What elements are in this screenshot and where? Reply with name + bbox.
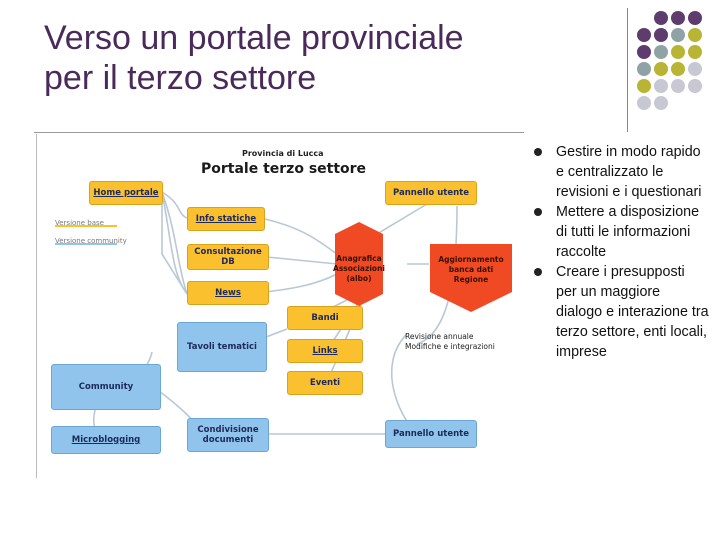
decorative-dot (671, 79, 685, 93)
home-portale-label: Home portale (93, 188, 159, 198)
bullet-item (534, 262, 709, 362)
bandi-label: Bandi (311, 313, 339, 323)
decorative-dot (637, 28, 651, 42)
info-statiche-label: Info statiche (195, 214, 257, 224)
community-label: Community (78, 382, 134, 392)
title-line-1: Verso un portale provinciale (44, 19, 464, 57)
aggiornamento-box (431, 250, 511, 290)
tavoli-tematici-box (177, 322, 267, 372)
bullet-dot-icon (534, 148, 542, 156)
diagram-header: Provincia di Lucca (242, 149, 324, 158)
news-label: News (215, 288, 241, 298)
microblogging-box (51, 426, 161, 454)
pannello-utente-bottom-box (385, 420, 477, 448)
decorative-dot (654, 62, 668, 76)
pannello-utente-bottom-label: Pannello utente (393, 429, 469, 439)
decorative-dot (637, 79, 651, 93)
links-label: Links (312, 346, 338, 356)
bandi-box (287, 306, 363, 330)
bullet-item (534, 202, 709, 262)
legend-base: Versione base (55, 219, 104, 227)
legend-community: Versione community (55, 237, 127, 245)
eventi-box (287, 371, 363, 395)
decorative-dot (688, 28, 702, 42)
decorative-dot (654, 28, 668, 42)
pannello-utente-top-label: Pannello utente (393, 188, 469, 198)
decorative-dot (688, 62, 702, 76)
bullet-text: Gestire in modo rapido e centralizzato le revisioni e i questionari (556, 144, 702, 200)
decorative-dot (654, 45, 668, 59)
decorative-dot (637, 45, 651, 59)
slide-title (44, 18, 604, 98)
bullet-text: Creare i presupposti per un maggiore dialogo e interazione tra terzo settore, enti locali, imprese (556, 264, 709, 360)
decorative-dot (688, 11, 702, 25)
eventi-label: Eventi (309, 378, 341, 388)
decorative-dot (671, 62, 685, 76)
links-box (287, 339, 363, 363)
home-portale-box (89, 181, 163, 205)
decorative-dot (637, 96, 651, 110)
decorative-dot (671, 45, 685, 59)
tavoli-tematici-label: Tavoli tematici (187, 342, 257, 352)
pannello-utente-top-box (385, 181, 477, 205)
decorative-dot (671, 11, 685, 25)
portal-diagram (36, 134, 527, 478)
microblogging-label: Microblogging (71, 435, 141, 445)
anagrafica-box (333, 246, 385, 292)
bullet-list (534, 142, 709, 362)
decorative-dot (688, 79, 702, 93)
community-box (51, 364, 161, 410)
horizontal-divider (34, 132, 524, 133)
bullet-dot-icon (534, 268, 542, 276)
news-box (187, 281, 269, 305)
decorative-dot (688, 45, 702, 59)
anagrafica-label: Anagrafica Associazioni (albo) (333, 254, 385, 283)
bullet-dot-icon (534, 208, 542, 216)
aggiornamento-label: Aggiornamento banca dati Regione (438, 255, 504, 284)
info-statiche-box (187, 207, 265, 231)
vertical-divider (627, 8, 628, 132)
condivisione-documenti-box (187, 418, 269, 452)
decorative-dot (671, 28, 685, 42)
decorative-dot (637, 62, 651, 76)
consultazione-db-box (187, 244, 269, 270)
decorative-dot (654, 96, 668, 110)
diagram-title: Portale terzo settore (201, 161, 367, 177)
consultazione-db-label: Consultazione DB (194, 247, 262, 267)
bullet-text: Mettere a disposizione di tutti le informazioni raccolte (556, 204, 700, 260)
bullet-item (534, 142, 709, 202)
decorative-dot (654, 79, 668, 93)
condivisione-documenti-label: Condivisione documenti (197, 425, 259, 445)
revisione-text: Revisione annuale Modifiche e integrazioni (405, 332, 495, 351)
decorative-dot (654, 11, 668, 25)
title-line-2: per il terzo settore (44, 59, 317, 97)
